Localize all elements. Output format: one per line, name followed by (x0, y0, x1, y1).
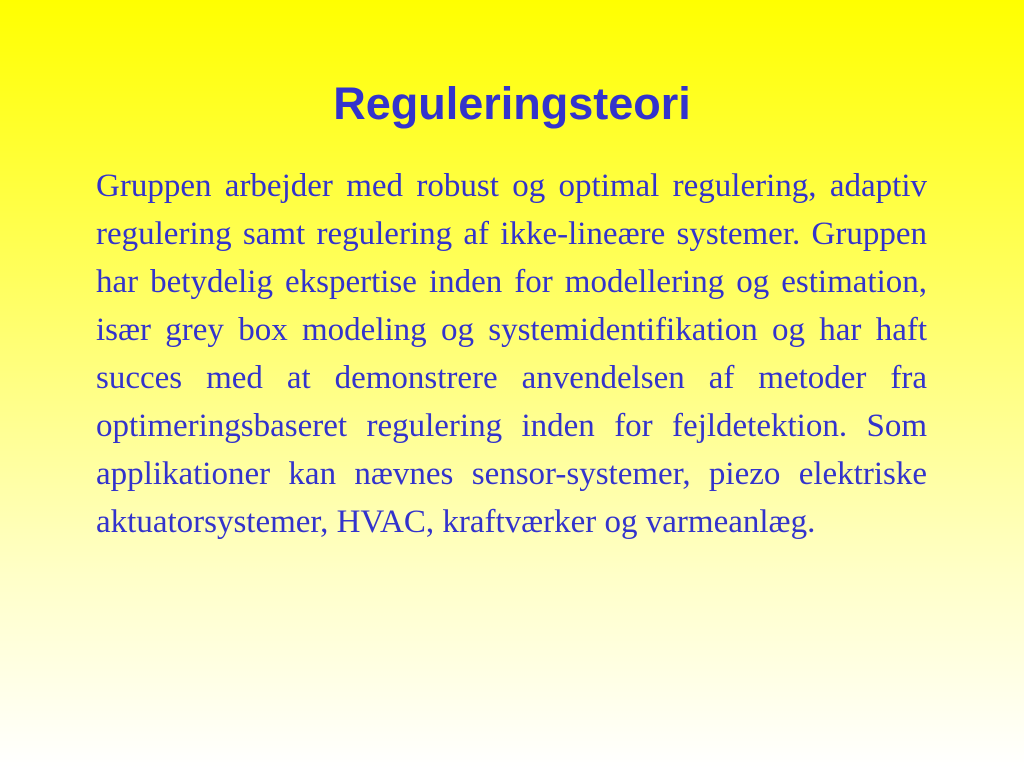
slide-body-text: Gruppen arbejder med robust og optimal regulering, adaptiv regulering samt regulering af ikke-lineære systemer. Gruppen har betydelig ekspertise inden for modellering og estimation, især grey box modeling og systemidentifikation og har haft succes med at demonstrere anvendelsen af metoder fra optimeringsbaseret regulering inden for fejldetektion. Som applikationer kan nævnes sensor-systemer, piezo elektriske aktuatorsystemer, HVAC, kraftværker og varmeanlæg. (96, 168, 927, 540)
slide-title: Reguleringsteori (333, 78, 691, 129)
